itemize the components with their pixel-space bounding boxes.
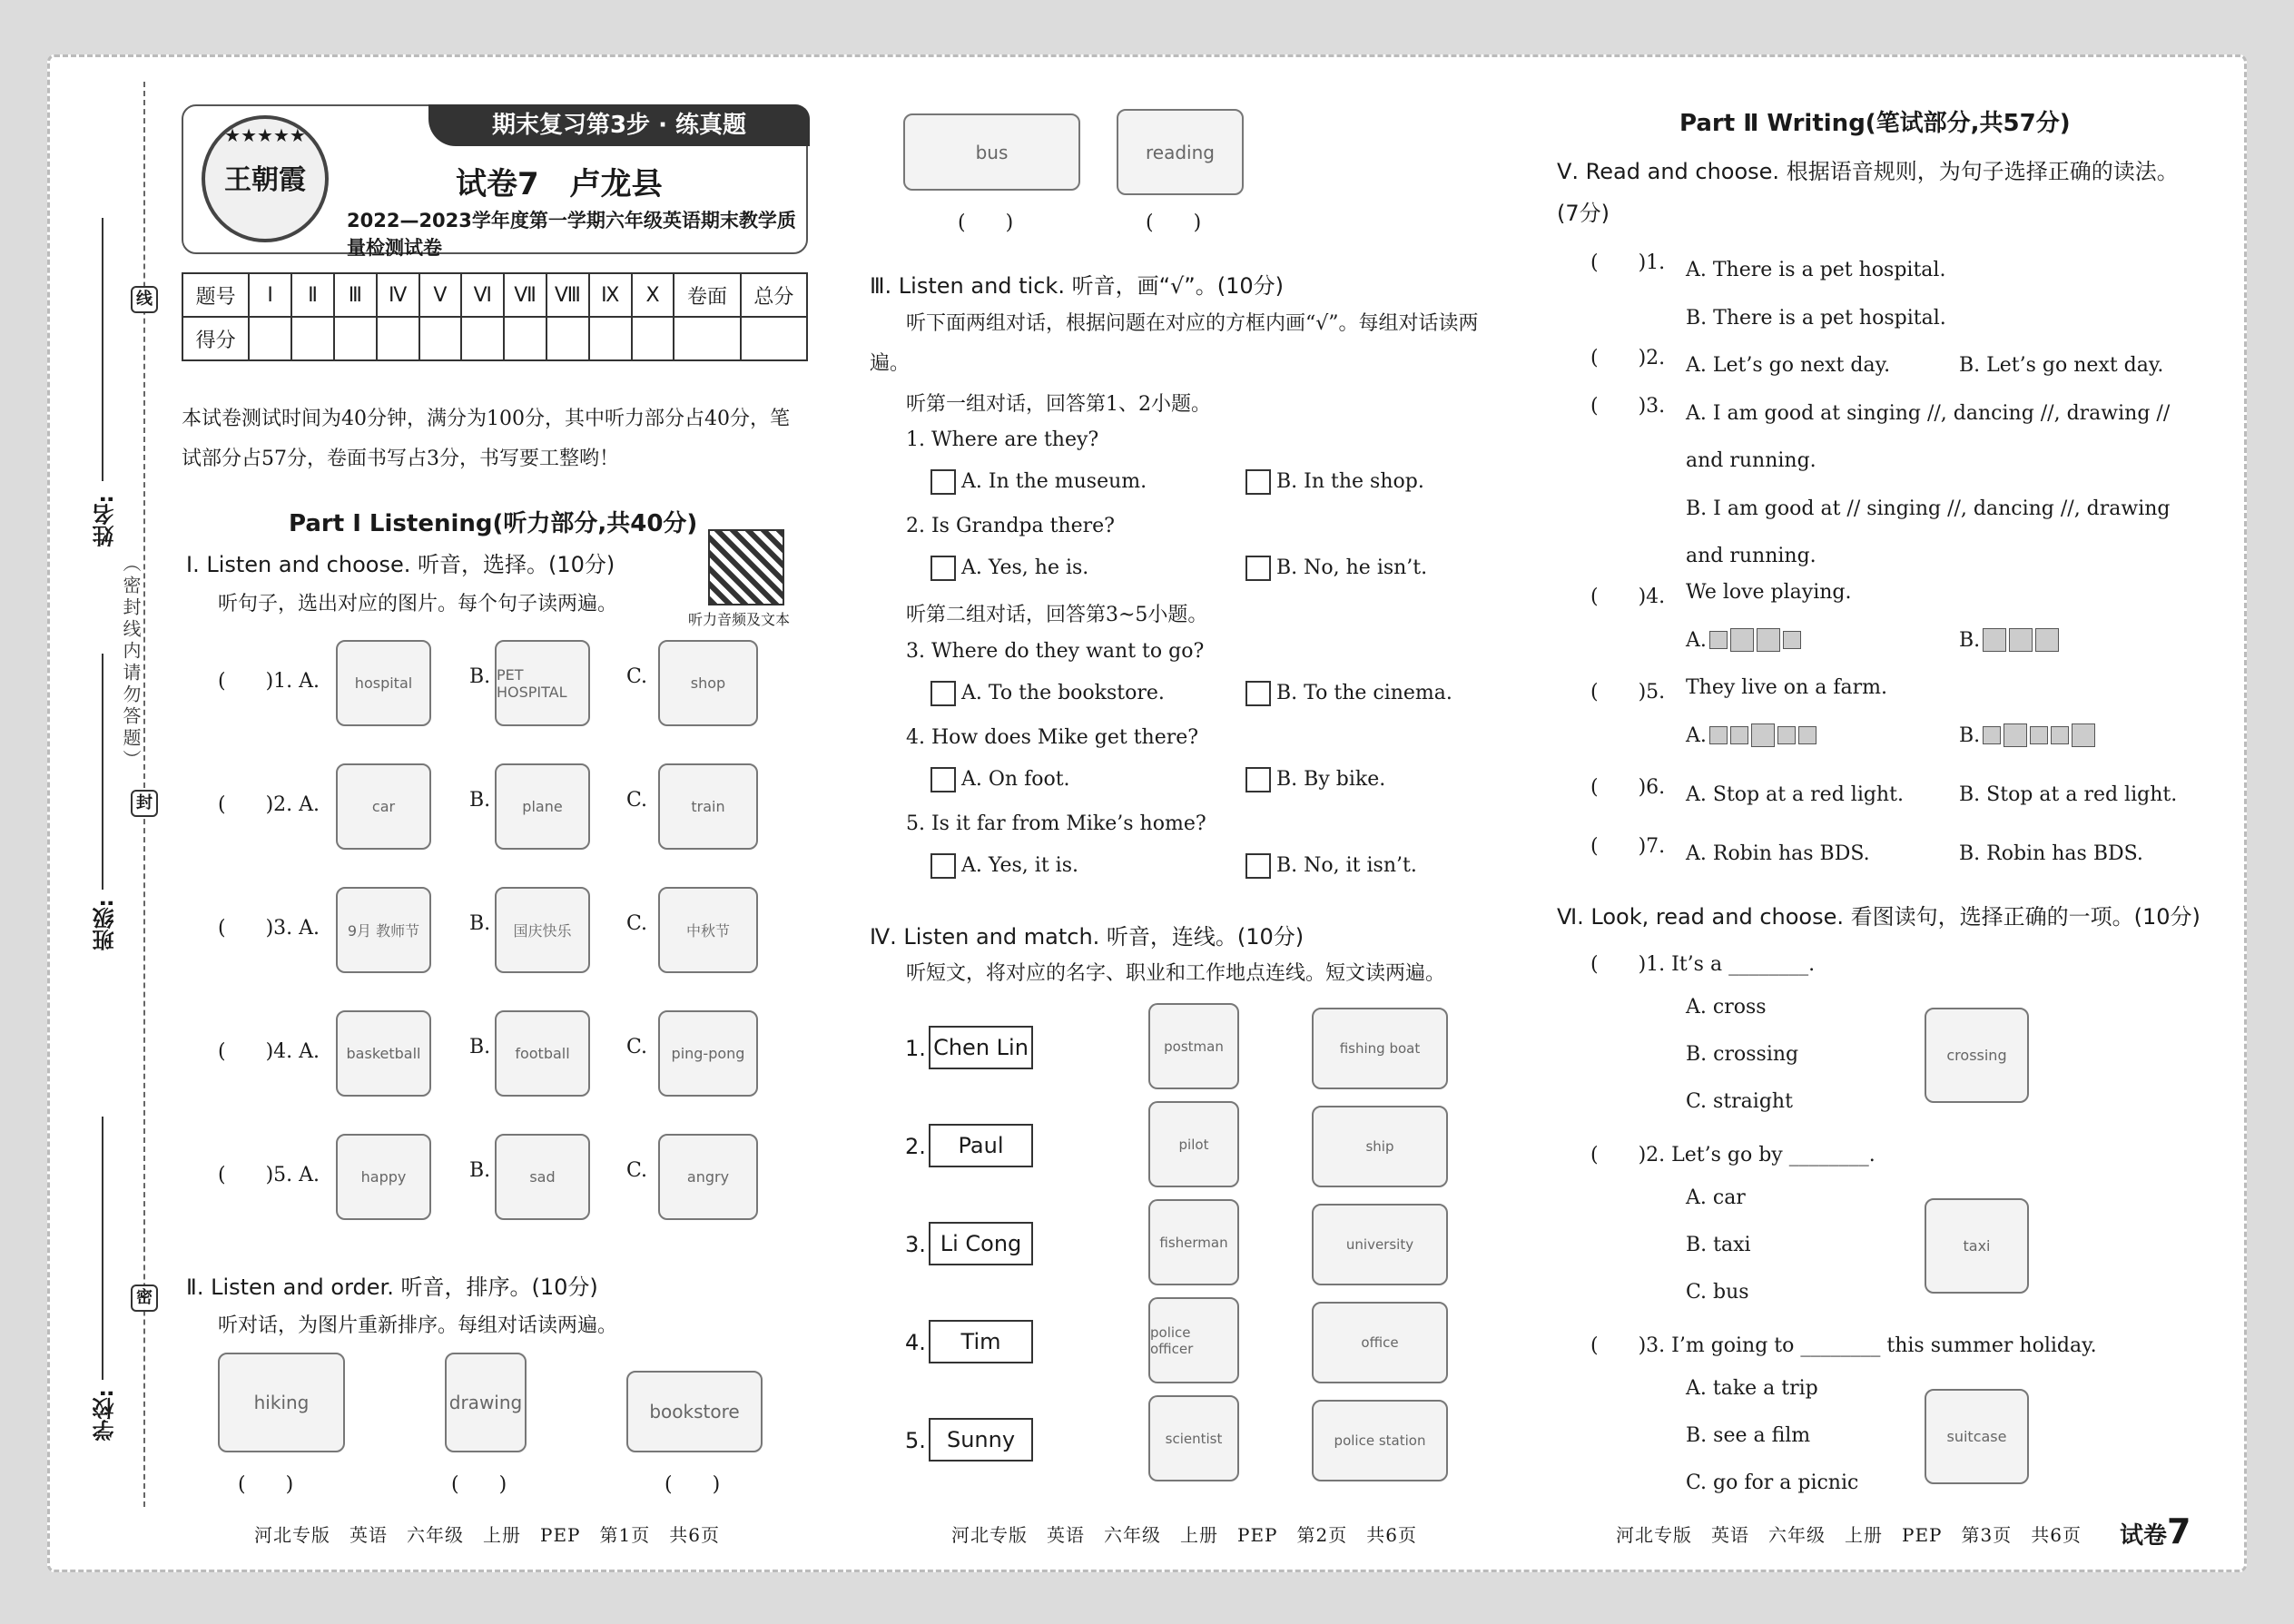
name-field[interactable] — [102, 218, 103, 481]
sec6-q2-opt-0[interactable]: A. car — [1686, 1186, 1746, 1209]
sec3-q2-opt-b[interactable] — [1245, 556, 1427, 581]
stress-block — [2072, 723, 2095, 747]
sec3-q4: 4. How does Mike get there? — [906, 726, 1199, 749]
binding-margin — [82, 82, 154, 1507]
sec3-q5-opt-a[interactable] — [930, 853, 1078, 879]
sec5-q7-opt-b[interactable]: B. Robin has BDS. — [1959, 842, 2143, 865]
option-label: B. No, it isn’t. — [1276, 854, 1417, 877]
sec2-pic-1: hiking — [218, 1353, 345, 1452]
sec5-q5-opt-b[interactable] — [1959, 723, 2098, 747]
checkbox[interactable] — [930, 469, 956, 495]
sec5-q3-num[interactable]: ( )3. — [1590, 395, 1666, 418]
sec1-q3-pic-c[interactable] — [658, 887, 758, 973]
sec3-title: Ⅲ. Listen and tick. 听音，画“√”。(10分) — [870, 273, 1284, 299]
score-cell[interactable] — [419, 317, 462, 360]
sec5-q6-opt-a[interactable]: A. Stop at a red light. — [1686, 783, 1904, 806]
sec5-q1-opt-b[interactable]: B. There is a pet hospital. — [1686, 307, 1946, 330]
pic-label: taxi — [1963, 1237, 1991, 1255]
sec3-q3-opt-a[interactable] — [930, 681, 1165, 706]
score-header-cell: Ⅱ — [291, 273, 334, 317]
checkbox[interactable] — [930, 853, 956, 879]
sec5-q1-opt-a[interactable]: A. There is a pet hospital. — [1686, 259, 1946, 281]
seal-mark-line: 线 — [131, 286, 158, 313]
sec1-q1-pic-c-label: shop — [690, 674, 726, 692]
score-cell[interactable] — [741, 317, 807, 360]
sec5-q4-text: We love playing. — [1686, 581, 1852, 604]
checkbox[interactable] — [1245, 681, 1271, 706]
footer-page1: 河北专版 英语 六年级 上册 PEP 第1页 共6页 — [254, 1524, 720, 1546]
sec5-q5-text: They live on a farm. — [1686, 676, 1887, 699]
school-label: 学校: — [93, 1389, 118, 1442]
sec1-q5-pic-c-label: angry — [686, 1168, 730, 1186]
option-label: A. To the bookstore. — [961, 682, 1165, 704]
name-label: 姓名: — [93, 495, 118, 547]
score-cell[interactable] — [461, 317, 504, 360]
sec4-place-4[interactable] — [1312, 1302, 1448, 1383]
sec6-q3[interactable]: ( )3. I’m going to ________ this summer holiday. — [1590, 1334, 2097, 1357]
sec5-q2-opt-a[interactable]: A. Let’s go next day. — [1686, 354, 1891, 377]
sec1-instr: 听句子，选出对应的图片。每个句子读两遍。 — [218, 593, 618, 615]
stress-block — [1783, 631, 1801, 649]
sec6-q2-pic — [1925, 1198, 2029, 1294]
seal-mark-seal: 封 — [131, 790, 158, 817]
place-label: fishing boat — [1339, 1040, 1421, 1057]
score-header-cell: Ⅸ — [589, 273, 632, 317]
sec1-q1-pic-b-label: PET HOSPITAL — [497, 665, 567, 701]
option-label: B. In the shop. — [1276, 470, 1424, 493]
score-cell[interactable] — [504, 317, 546, 360]
sec1-q4-pic-b[interactable] — [495, 1010, 590, 1097]
sec6-q3-pic — [1925, 1389, 2029, 1484]
score-cell[interactable] — [674, 317, 740, 360]
score-cell[interactable] — [377, 317, 419, 360]
stress-block — [2009, 628, 2033, 652]
option-label: B. By bike. — [1276, 768, 1386, 791]
sec4-job-4[interactable] — [1148, 1297, 1239, 1383]
sec1-c-label: C. — [626, 1036, 648, 1058]
class-field[interactable] — [102, 654, 103, 890]
sec1-q1-num[interactable]: ( )1. A. — [218, 670, 320, 693]
sec3-q2: 2. Is Grandpa there? — [906, 515, 1115, 537]
score-header-cell: 卷面 — [674, 273, 740, 317]
sec6-title: Ⅵ. Look, read and choose. 看图读句，选择正确的一项。(10分) — [1557, 904, 2200, 930]
seal-note: （密封线内请勿答题） — [120, 554, 142, 772]
sec5-q7-opt-a[interactable]: A. Robin has BDS. — [1686, 842, 1870, 865]
stress-block — [2035, 628, 2059, 652]
sec5-q4-opt-a[interactable] — [1686, 628, 1804, 652]
stress-block — [1730, 726, 1748, 744]
sec5-q7-num[interactable]: ( )7. — [1590, 835, 1666, 858]
sec1-q5-num[interactable]: ( )5. A. — [218, 1164, 320, 1186]
score-header-cell: 总分 — [741, 273, 807, 317]
score-header-row — [182, 273, 807, 317]
option-label: A. In the museum. — [961, 470, 1147, 493]
school-field[interactable] — [102, 1117, 103, 1380]
score-table — [182, 272, 808, 361]
sec2-pic-2: drawing — [445, 1353, 527, 1452]
score-header-cell: Ⅲ — [334, 273, 377, 317]
sec4-place-3[interactable] — [1312, 1204, 1448, 1285]
place-label: university — [1345, 1236, 1414, 1253]
checkbox[interactable] — [930, 556, 956, 581]
sec5-q6-num[interactable]: ( )6. — [1590, 776, 1666, 799]
checkbox[interactable] — [930, 681, 956, 706]
score-cell[interactable] — [249, 317, 291, 360]
sec1-b-label: B. — [469, 912, 491, 935]
stress-block — [1777, 726, 1796, 744]
sec4-job-5[interactable] — [1148, 1395, 1239, 1481]
sec6-q2-opt-1[interactable]: B. taxi — [1686, 1234, 1751, 1256]
sec1-q1-pic-a[interactable] — [336, 640, 431, 726]
sec1-c-label: C. — [626, 789, 648, 812]
option-label: B. No, he isn’t. — [1276, 556, 1428, 579]
sec1-q5-pic-b[interactable] — [495, 1134, 590, 1220]
step-badge: 期末复习第3步 · 练真题 — [428, 104, 810, 146]
stress-block — [1709, 631, 1728, 649]
opt-letter: B. — [1959, 723, 1981, 747]
sec1-q3-pic-a-label: 9月 教师节 — [347, 922, 420, 940]
sec5-q4-opt-b[interactable] — [1959, 628, 2062, 652]
sec6-q1-opt-0[interactable]: A. cross — [1686, 996, 1767, 1019]
score-cell[interactable] — [334, 317, 377, 360]
sec5-q6-opt-b[interactable]: B. Stop at a red light. — [1959, 783, 2178, 806]
place-label: ship — [1365, 1138, 1394, 1155]
sec4-job-2[interactable] — [1148, 1101, 1239, 1187]
sec3-instr: 听下面两组对话，根据问题在对应的方框内画“√”。每组对话读两遍。 — [870, 312, 1479, 375]
footer-page3: 河北专版 英语 六年级 上册 PEP 第3页 共6页 — [1616, 1524, 2082, 1546]
sec3-q4-opt-b[interactable] — [1245, 767, 1385, 792]
exam-title: 试卷7 卢龙县 — [456, 166, 663, 202]
sec1-q1-pic-a-label: hospital — [354, 674, 413, 692]
part1-title: Part Ⅰ Listening(听力部分,共40分) — [289, 510, 698, 537]
sec1-q4-pic-a[interactable] — [336, 1010, 431, 1097]
sec1-b-label: B. — [469, 665, 491, 688]
sec4-name-3[interactable]: Li Cong — [929, 1222, 1033, 1265]
checkbox[interactable] — [1245, 853, 1271, 879]
sec3-q1: 1. Where are they? — [906, 428, 1099, 451]
qr-code[interactable] — [708, 529, 784, 605]
sec3-group2: 听第二组对话，回答第3~5小题。 — [906, 604, 1208, 626]
sec1-q2-num[interactable]: ( )2. A. — [218, 793, 320, 816]
sec1-q3-pic-c-label: 中秋节 — [685, 922, 730, 940]
sec4-instr: 听短文，将对应的名字、职业和工作地点连线。短文读两遍。 — [906, 962, 1446, 985]
sec3-group1: 听第一组对话，回答第1、2小题。 — [906, 393, 1211, 416]
sec3-q2-opt-a[interactable] — [930, 556, 1088, 581]
option-label: A. On foot. — [961, 768, 1070, 791]
pic-label: suitcase — [1946, 1428, 2007, 1445]
sec1-q2-pic-a-label: car — [371, 798, 396, 815]
sec4-num: 3. — [905, 1232, 926, 1257]
score-header-cell: Ⅴ — [419, 273, 462, 317]
sec1-q1-pic-b[interactable] — [495, 640, 590, 726]
sec4-place-1[interactable] — [1312, 1008, 1448, 1089]
sec4-name-1[interactable]: Chen Lin — [929, 1026, 1033, 1069]
intro-text: 本试卷测试时间为40分钟，满分为100分，其中听力部分占40分，笔试部分占57分，卷面书写占3分，书写要工整哟！ — [182, 408, 790, 470]
sec6-q1-pic — [1925, 1008, 2029, 1103]
checkbox[interactable] — [1245, 469, 1271, 495]
sec3-q5-opt-b[interactable] — [1245, 853, 1417, 879]
sec6-q3-opt-2[interactable]: C. go for a picnic — [1686, 1471, 1859, 1494]
sec1-q3-pic-a[interactable] — [336, 887, 431, 973]
sec1-c-label: C. — [626, 912, 648, 935]
stress-block — [1983, 628, 2006, 652]
sec1-q5-pic-a-label: happy — [360, 1168, 407, 1186]
top-pic-bus: bus — [903, 113, 1080, 191]
top-answer-2[interactable]: ( ) — [1146, 212, 1202, 234]
sec3-q5: 5. Is it far from Mike’s home? — [906, 812, 1206, 835]
sec1-q4-pic-a-label: basketball — [346, 1045, 421, 1062]
sec2-answer-3[interactable]: ( ) — [665, 1473, 721, 1496]
job-label: pilot — [1178, 1136, 1209, 1153]
sec5-q5-num[interactable]: ( )5. — [1590, 681, 1666, 704]
sec2-answer-2[interactable]: ( ) — [451, 1473, 507, 1496]
sec4-name-4[interactable]: Tim — [929, 1320, 1033, 1363]
footer-page2: 河北专版 英语 六年级 上册 PEP 第2页 共6页 — [951, 1524, 1417, 1546]
sec6-q2[interactable]: ( )2. Let’s go by ________. — [1590, 1144, 1876, 1166]
sec6-q1[interactable]: ( )1. It’s a ________. — [1590, 953, 1816, 976]
score-header-cell: Ⅰ — [249, 273, 291, 317]
checkbox[interactable] — [930, 767, 956, 792]
sec1-c-label: C. — [626, 665, 648, 688]
stress-block — [1751, 723, 1775, 747]
sec1-q4-pic-c-label: ping-pong — [671, 1045, 745, 1062]
sec3-q1-opt-b[interactable] — [1245, 469, 1424, 495]
sec4-place-2[interactable] — [1312, 1106, 1448, 1187]
sec1-q4-num[interactable]: ( )4. A. — [218, 1040, 320, 1063]
sec1-q3-num[interactable]: ( )3. A. — [218, 917, 320, 940]
sec4-name-2[interactable]: Paul — [929, 1124, 1033, 1167]
sec1-b-label: B. — [469, 789, 491, 812]
score-header-cell: Ⅷ — [546, 273, 589, 317]
sec5-q2-opt-b[interactable]: B. Let’s go next day. — [1959, 354, 2164, 377]
publisher-logo: ★★★★★ 王朝霞 — [202, 115, 329, 242]
option-label: A. Yes, he is. — [961, 556, 1089, 579]
top-answer-1[interactable]: ( ) — [958, 212, 1014, 234]
sec5-title: Ⅴ. Read and choose. 根据语音规则，为句子选择正确的读法。(7分) — [1557, 159, 2179, 226]
stress-block — [1983, 726, 2001, 744]
sec1-q5-pic-b-label: sad — [529, 1168, 556, 1186]
sec1-b-label: B. — [469, 1036, 491, 1058]
sec1-q2-pic-b-label: plane — [522, 798, 563, 815]
place-label: police station — [1334, 1432, 1426, 1449]
score-cell[interactable] — [589, 317, 632, 360]
sec1-q5-pic-c[interactable] — [658, 1134, 758, 1220]
sec6-q3-opt-1[interactable]: B. see a film — [1686, 1424, 1811, 1447]
sec6-q3-opt-0[interactable]: A. take a trip — [1686, 1377, 1818, 1400]
stress-block — [1798, 726, 1816, 744]
sec2-answer-1[interactable]: ( ) — [238, 1473, 294, 1496]
exam-subtitle: 2022—2023学年度第一学期六年级英语期末教学质量检测试卷 — [347, 210, 796, 259]
stress-block — [1730, 628, 1754, 652]
stress-block — [2051, 726, 2069, 744]
sec4-place-5[interactable] — [1312, 1400, 1448, 1481]
sec1-q2-pic-c[interactable] — [658, 763, 758, 850]
score-cell[interactable] — [546, 317, 589, 360]
sec5-q1-num[interactable]: ( )1. — [1590, 251, 1666, 274]
sec4-job-1[interactable] — [1148, 1003, 1239, 1089]
option-label: B. To the cinema. — [1276, 682, 1452, 704]
sec5-q5-opt-a[interactable] — [1686, 723, 1819, 747]
opt-letter: A. — [1686, 628, 1707, 652]
sec2-instr: 听对话，为图片重新排序。每组对话读两遍。 — [218, 1314, 618, 1337]
class-label: 班级: — [93, 899, 118, 951]
pic-label: crossing — [1946, 1047, 2007, 1064]
sec3-q3: 3. Where do they want to go? — [906, 640, 1205, 663]
sec5-q2-num[interactable]: ( )2. — [1590, 347, 1666, 369]
checkbox[interactable] — [1245, 556, 1271, 581]
paper-label: 试卷7 — [2120, 1511, 2191, 1551]
sec6-q1-opt-1[interactable]: B. crossing — [1686, 1043, 1799, 1066]
stress-block — [2004, 723, 2027, 747]
qr-label: 听力音频及文本 — [688, 611, 791, 628]
opt-letter: B. — [1959, 628, 1981, 652]
score-cell[interactable] — [632, 317, 674, 360]
score-value-row — [182, 317, 807, 360]
top-pic-reading: reading — [1117, 109, 1244, 195]
stress-block — [1757, 628, 1780, 652]
sec4-name-5[interactable]: Sunny — [929, 1418, 1033, 1462]
sec2-title: Ⅱ. Listen and order. 听音，排序。(10分) — [186, 1275, 598, 1300]
sec1-q3-pic-b[interactable] — [495, 887, 590, 973]
sec4-num: 2. — [905, 1134, 926, 1159]
score-cell[interactable] — [291, 317, 334, 360]
seal-mark-secret: 密 — [131, 1284, 158, 1312]
stress-block — [2030, 726, 2048, 744]
sec1-q4-pic-c[interactable] — [658, 1010, 758, 1097]
sec1-b-label: B. — [469, 1159, 491, 1182]
job-label: fisherman — [1159, 1234, 1228, 1251]
score-header-cell: Ⅳ — [377, 273, 419, 317]
sec4-title: Ⅳ. Listen and match. 听音，连线。(10分) — [870, 924, 1305, 950]
sec1-q2-pic-c-label: train — [691, 798, 725, 815]
score-cell: 得分 — [182, 317, 249, 360]
sec4-num: 1. — [905, 1036, 926, 1061]
place-label: office — [1361, 1334, 1399, 1351]
score-header-cell: Ⅵ — [461, 273, 504, 317]
sec1-q5-pic-a[interactable] — [336, 1134, 431, 1220]
opt-letter: A. — [1686, 723, 1707, 747]
sec3-q3-opt-b[interactable] — [1245, 681, 1452, 706]
sec1-q3-pic-b-label: 国庆快乐 — [513, 922, 572, 940]
sec6-q2-opt-2[interactable]: C. bus — [1686, 1281, 1749, 1304]
score-header-cell: Ⅶ — [504, 273, 546, 317]
sec5-q3-opt-b[interactable]: B. I am good at // singing //, dancing //, drawing and running. — [1686, 497, 2171, 567]
sec1-q2-pic-b[interactable] — [495, 763, 590, 850]
sec4-job-3[interactable] — [1148, 1199, 1239, 1285]
sec6-q1-opt-2[interactable]: C. straight — [1686, 1090, 1793, 1113]
sec5-q4-num[interactable]: ( )4. — [1590, 586, 1666, 608]
score-header-cell: 题号 — [182, 273, 249, 317]
sec5-q3-opt-a[interactable]: A. I am good at singing //, dancing //, drawing // and running. — [1686, 402, 2171, 472]
sec1-q1-pic-c[interactable] — [658, 640, 758, 726]
sec1-q2-pic-a[interactable] — [336, 763, 431, 850]
job-label: police officer — [1150, 1324, 1194, 1357]
sec4-num: 5. — [905, 1428, 926, 1453]
sec2-pic-3: bookstore — [626, 1371, 763, 1452]
score-header-cell: Ⅹ — [632, 273, 674, 317]
job-label: scientist — [1165, 1430, 1223, 1447]
checkbox[interactable] — [1245, 767, 1271, 792]
sec3-q1-opt-a[interactable] — [930, 469, 1147, 495]
part2-title: Part Ⅱ Writing(笔试部分,共57分) — [1679, 110, 2071, 137]
sec4-num: 4. — [905, 1330, 926, 1355]
job-label: postman — [1164, 1038, 1224, 1055]
sec1-q4-pic-b-label: football — [515, 1045, 570, 1062]
stress-block — [1709, 726, 1728, 744]
exam-header — [182, 104, 808, 259]
sec1-c-label: C. — [626, 1159, 648, 1182]
sec1-title: Ⅰ. Listen and choose. 听音，选择。(10分) — [186, 552, 615, 577]
sec3-q4-opt-a[interactable] — [930, 767, 1070, 792]
option-label: A. Yes, it is. — [961, 854, 1078, 877]
